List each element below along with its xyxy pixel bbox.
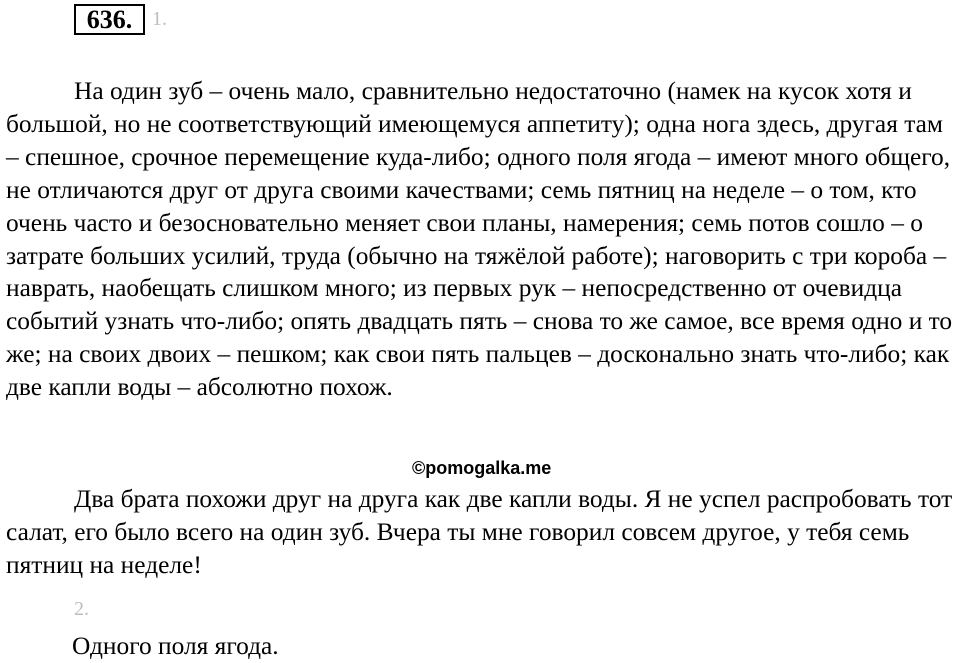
watermark: ©pomogalka.me (412, 458, 552, 478)
task-number: 636. (74, 4, 145, 35)
part-2-marker: 2. (74, 598, 89, 620)
part-2-answer: Одного поля ягода. (72, 632, 279, 660)
part-1-marker: 1. (152, 8, 167, 30)
definitions-paragraph: На один зуб – очень мало, сравнительно недостаточно (намек на кусок хотя и большой, но не соответствующий имеющемуся аппетиту); одна нога здесь, другая там – спешное, срочное перемещение куда-либо; одного поля ягода – имеют много общего, не отличаются друг от друга своими качествами; семь пятниц на неделе – о том, кто очень часто и безосновательно меняет свои планы, намерения; семь потов сошло – о затрате больших усилий, труда (обычно на тяжёлой работе); наговорить с три короба – наврать, наобещать слишком много; из первых рук – непосредственно от очевидца событий узнать что-либо; опять двадцать пять – снова то же самое, все время одно и то же; на своих двоих – пешком; как свои пять пальцев – досконально знать что-либо; как две капли воды – абсолютно похож. (6, 77, 953, 402)
examples-paragraph: Два брата похожи друг на друга как две капли воды. Я не успел распробовать тот салат, его было всего на один зуб. Вчера ты мне говорил совсем другое, у тебя семь пятниц на неделе! (6, 485, 953, 579)
